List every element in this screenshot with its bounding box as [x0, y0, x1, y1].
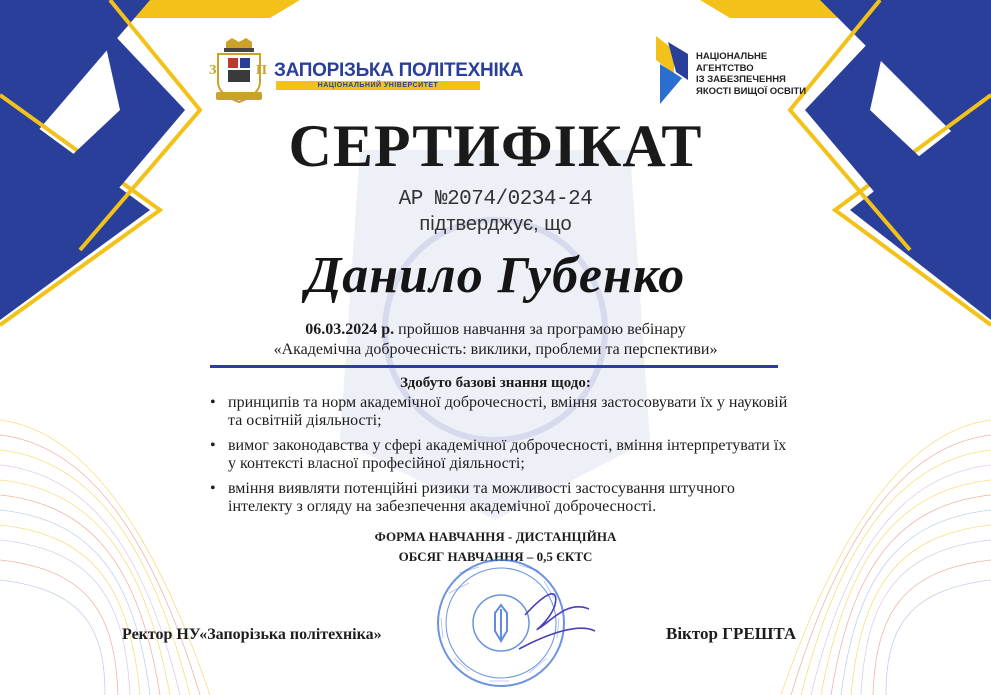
list-item-text: вміння виявляти потенційні ризики та можливості застосування штучного інтелекту з огляду на забезпечення академічної доброчесності. [228, 480, 735, 515]
list-item [208, 394, 798, 430]
list-item [208, 480, 798, 516]
agency-logo-icon [654, 34, 690, 106]
statement-text: пройшов навчання за програмою вебінару [394, 321, 686, 338]
agency-line: ІЗ ЗАБЕЗПЕЧЕННЯ [696, 74, 786, 85]
agency-line: ЯКОСТІ ВИЩОЇ ОСВІТИ [696, 85, 807, 97]
knowledge-heading: Здобуто базові знання щодо: [400, 375, 591, 391]
confirms-text: підтверджує, що [419, 213, 572, 235]
bullet-icon: • [210, 480, 216, 497]
university-logo-name: ЗАПОРІЗЬКА ПОЛІТЕХНІКА [274, 60, 524, 81]
list-item-text: вимог законодавства у сфері академічної доброчесності, вміння інтерпретувати їх у контексті власної професійної діяльності; [228, 437, 787, 472]
rector-label: Ректор НУ«Запорізька політехніка» [122, 626, 382, 643]
university-logo-subtitle: НАЦІОНАЛЬНИЙ УНІВЕРСИТЕТ [276, 81, 480, 90]
certificate-number: АР №2074/0234-24 [398, 188, 593, 211]
signer-name: Віктор ГРЕШТА [666, 624, 797, 643]
list-item-text: принципів та норм академічної доброчесності, вміння застосовувати їх у науковій та освітній діяльності; [228, 394, 788, 429]
svg-text:З: З [209, 63, 217, 78]
bullet-icon: • [210, 437, 216, 454]
knowledge-list [208, 394, 798, 523]
study-form: ФОРМА НАВЧАННЯ - ДИСТАНЦІЙНА [374, 529, 617, 544]
agency-line: НАЦІОНАЛЬНЕ [696, 51, 768, 62]
program-title: «Академічна доброчесність: виклики, проблеми та перспективи» [273, 341, 718, 358]
recipient-name: Данило Губенко [305, 247, 686, 304]
divider-line [210, 365, 778, 368]
bullet-icon: • [210, 394, 216, 411]
agency-name [696, 51, 806, 97]
certificate-title: СЕРТИФІКАТ [288, 113, 703, 179]
agency-line: АГЕНТСТВО [696, 62, 754, 74]
svg-text:П: П [256, 63, 267, 78]
completion-date: 06.03.2024 р. [305, 321, 395, 338]
completion-statement [0, 321, 991, 339]
official-seal-icon [429, 553, 599, 688]
university-emblem-icon [208, 38, 270, 106]
list-item [208, 437, 798, 473]
study-volume: ОБСЯГ НАВЧАННЯ – 0,5 ЄКТС [398, 549, 593, 564]
